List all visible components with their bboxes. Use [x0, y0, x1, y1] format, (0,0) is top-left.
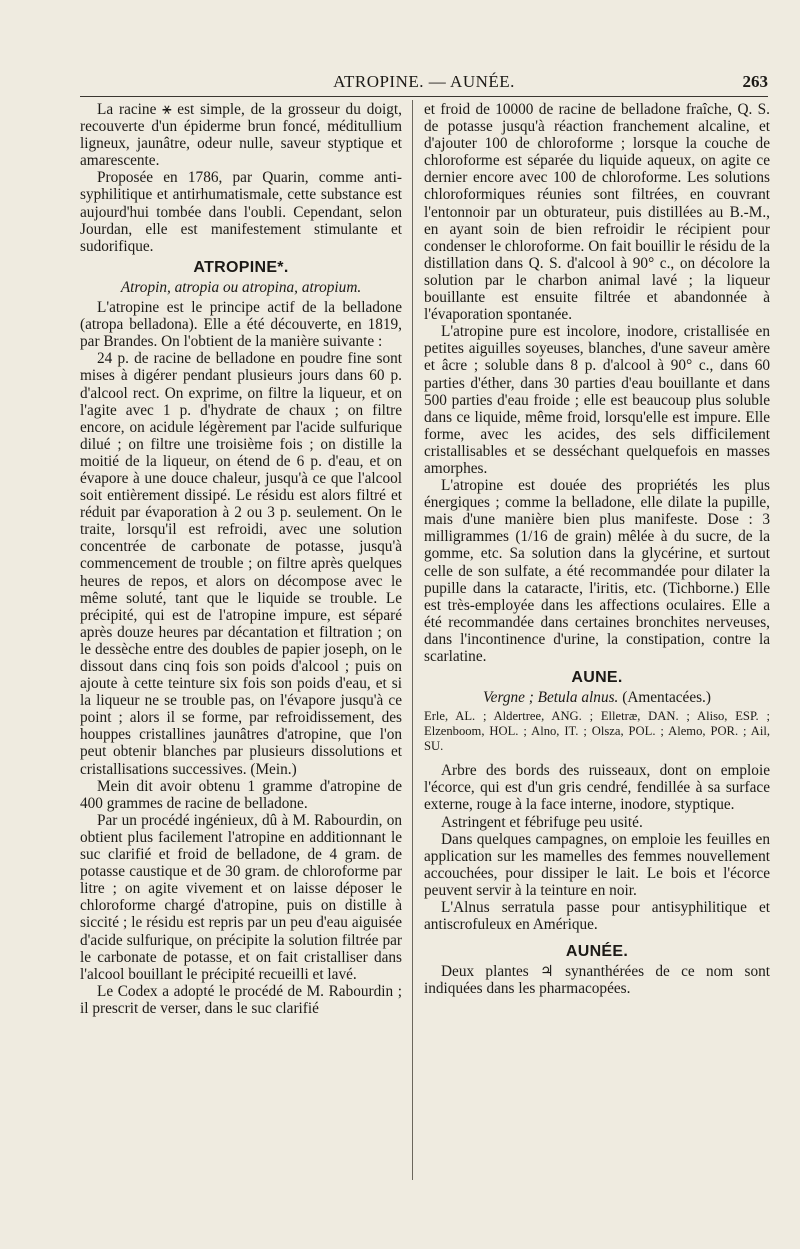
- paragraph: et froid de 10000 de racine de belladone fraîche, Q. S. de potasse jusqu'à réaction franchement alcaline, et d'ajouter 100 de chloroforme ; lorsque la couche de chloroforme est séparée du liquide aqueux, on agite ce dernier encore avec 100 de chloroforme. Les solutions chloroformiques réunies sont filtrées, en couvrant l'entonnoir par un obturateur, puis distillées au B.-M., en ayant soin de bien refroidir le récipient pour condenser le chloroforme. On fait bouillir le résidu de la distillation dans Q. S. d'alcool à 90° c., on décolore la solution par le charbon animal lavé ; la liqueur bouillante est ensuite filtrée et abandonnée à l'évaporation spontanée.: [424, 101, 770, 324]
- left-column: [80, 101, 402, 1017]
- paragraph: Le Codex a adopté le procédé de M. Rabourdin ; il prescrit de verser, dans le suc clarifié: [80, 982, 402, 1017]
- paragraph: L'Alnus serratula passe pour antisyphilitique et antiscrofuleux en Amérique.: [424, 899, 770, 934]
- section-subtitle: Atropin, atropia ou atropina, atropium.: [120, 278, 362, 296]
- spacer: [424, 933, 770, 939]
- paragraph: 24 p. de racine de belladone en poudre fine sont mises à digérer pendant plusieurs jours dans 60 p. d'alcool rect. On exprime, on filtre la liqueur, et on l'agite avec 1 p. d'hydrate de chaux ; on filtre encore, on acidule légèrement par l'acide sulfurique dilué ; on filtre une troisième fois ; on distille la moitié de la liqueur, on étend de 6 p. d'eau, et on évapore à une douce chaleur, jusqu'à ce que l'alcool soit entièrement dissipé. Le résidu est alors filtré et réduit par évaporation à 2 ou 3 p. seulement. On le traite, lorsqu'il est refroidi, avec une solution concentrée de carbonate de potasse, jusqu'à commencement de trouble ; on filtre après quelques heures de repos, et alors on décompose avec le même soluté, tant que le liquide se trouble. Le précipité, qui est de l'atropine impure, est séparé après douze heures par décantation et filtration ; on le dessèche entre des doubles de papier joseph, on le dissout dans cinq fois son poids d'alcool ; puis on ajoute à cette teinture six fois son poids d'eau, et si la liqueur ne se trouble pas, on l'évapore jusqu'à ce point ; alors il se forme, par refroidissement, des houppes cristallines jaunâtres d'atropine, que l'on peut obtenir blanches par plusieurs dissolutions et cristallisations successives. (Mein.): [80, 350, 402, 778]
- column-divider: [412, 100, 413, 1180]
- paragraph: Mein dit avoir obtenu 1 gramme d'atropine de 400 grammes de racine de belladone.: [80, 777, 402, 812]
- section-heading-atropine: ATROPINE*.: [193, 258, 289, 276]
- section-heading-aunee: AUNÉE.: [565, 943, 629, 961]
- paragraph: Deux plantes ♃ synanthérées de ce nom sont indiquées dans les pharmacopées.: [424, 963, 770, 998]
- section-heading-aune: AUNE.: [571, 669, 623, 687]
- latin-names: Vergne ; Betula alnus.: [483, 689, 619, 707]
- vernacular-names: Erle, AL. ; Aldertree, ANG. ; Elletræ, DAN. ; Aliso, ESP. ; Elzenboom, HOL. ; Alno, IT. ; Olsza, POL. ; Alemo, POR. ; Ail, SU.: [424, 709, 770, 754]
- paragraph: Par un procédé ingénieux, dû à M. Rabourdin, on obtient plus facilement l'atropine en additionnant le suc clarifié et froid de belladone, de 4 gram. de potasse caustique et de 30 gram. de chloroforme par litre ; on agite vivement et on laisse déposer le chloroforme chargé d'atropine, puis on distille à siccité ; le résidu est repris par un peu d'eau aiguisée d'acide sulfurique, on précipite la solution filtrée par le carbonate de potasse, et on fait cristalliser dans l'alcool bouillant le précipité recueilli et lavé.: [80, 811, 402, 983]
- plant-family: (Amentacées.): [622, 689, 711, 707]
- paragraph: L'atropine est douée des propriétés les plus énergiques ; comme la belladone, elle dilate la pupille, mais d'une manière bien plus manifeste. Dose : 3 milligrammes (1/16 de grain) mêlée à du sucre, de la gomme, etc. Sa solution dans la glycérine, et surtout celle de son sulfate, a été recommandée pour dilater la pupille dans la cataracte, l'iritis, etc. (Tichborne.) Elle est très-employée dans les affections oculaires. Elle a été recommandée dans certaines bronchites nerveuses, dans l'incontinence d'urine, la constipation, contre la scarlatine.: [424, 477, 770, 665]
- paragraph: Arbre des bords des ruisseaux, dont on emploie l'écorce, qui est d'un gris cendré, fendillée à sa surface externe, rouge à la face interne, inodore, styptique.: [424, 762, 770, 814]
- paragraph: Dans quelques campagnes, on emploie les feuilles en application sur les mamelles des femmes nouvellement accouchées, pour dissiper le lait. Le bois et l'écorce peuvent servir à la teinture en noir.: [424, 830, 770, 899]
- running-title: ATROPINE. — AUNÉE.: [333, 72, 515, 91]
- paragraph: La racine ⚹ est simple, de la grosseur du doigt, recouverte d'un épiderme brun foncé, méditullium ligneux, jaunâtre, odeur nulle, saveur styptique et amarescente.: [80, 101, 402, 170]
- paragraph: L'atropine est le principe actif de la belladone (atropa belladona). Elle a été découverte, en 1819, par Brandes. On l'obtient de la manière suivante :: [80, 299, 402, 351]
- paragraph: L'atropine pure est incolore, inodore, cristallisée en petites aiguilles soyeuses, blanches, d'une saveur amère et âcre ; soluble dans 8 p. d'alcool à 90° c., dans 60 parties d'éther, dans 30 parties d'eau bouillante et dans 500 parties d'eau froide ; elle est beaucoup plus soluble dans ce liquide, même froid, lorsqu'elle est impure. Elle forme, avec les acides, des sels difficilement cristallisables et se desséchant quelquefois en masses amorphes.: [424, 323, 770, 477]
- paragraph: Proposée en 1786, par Quarin, comme anti-syphilitique et antirhumatismale, cette substance est aujourd'hui tombée dans l'oubli. Cependant, selon Jourdan, elle est manifestement stimulante et sudorifique.: [80, 169, 402, 255]
- right-column: [424, 101, 770, 998]
- paragraph: Astringent et fébrifuge peu usité.: [441, 813, 643, 831]
- page-header: [80, 72, 768, 97]
- page-number: 263: [742, 72, 768, 91]
- section-subtitle: [424, 689, 770, 706]
